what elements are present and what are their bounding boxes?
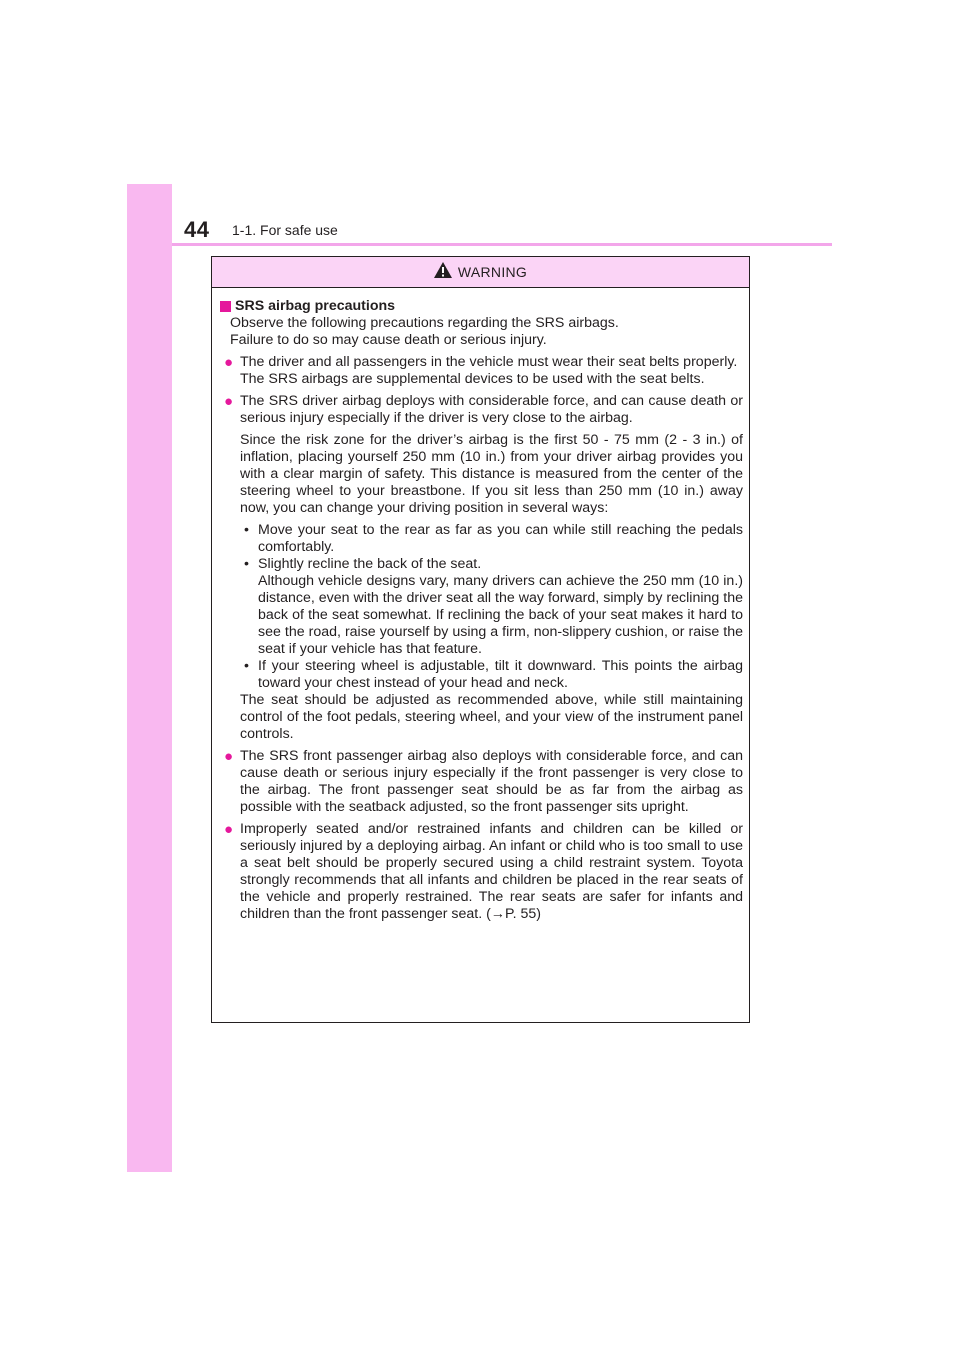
warning-title: WARNING <box>457 264 528 280</box>
chapter-side-tab <box>127 184 172 1172</box>
square-bullet-icon <box>220 301 231 312</box>
circle-bullet-icon: ● <box>224 393 234 410</box>
sub-bullet: • Slightly recline the back of the seat. Although vehicle designs vary, many drivers can achieve the 250 mm (10 in.) distance, even with the driver seat all the way forward, simply by reclining the back of the seat somewhat. If reclining the back of your seat makes it hard to see the road, raise yourself by using a firm, non-slippery cushion, or raise the seat if your vehicle has that feature. <box>244 556 743 657</box>
warning-intro: Observe the following precautions regarding the SRS airbags. Failure to do so may cause death or serious injury. <box>230 315 619 348</box>
warning-box <box>211 256 750 1023</box>
sub-bullet: • If your steering wheel is adjustable, tilt it downward. This points the airbag toward your chest instead of your head and neck. <box>244 658 743 691</box>
sub-bullet: • Move your seat to the rear as far as you can while still reaching the pedals comfortably. <box>244 522 743 555</box>
header-rule <box>172 243 832 246</box>
section-title: 1-1. For safe use <box>232 222 338 238</box>
warning-body <box>212 288 749 923</box>
list-item: ● Improperly seated and/or restrained infants and children can be killed or seriously injured by a deploying airbag. An infant or child who is too small to use a seat belt should be properly secured using a child restraint system. Toyota strongly recommends that all infants and children be placed in the rear seats of the vehicle and properly restrained. The rear seats are safer for infants and children than the front passenger seat. (→P. 55) <box>224 821 743 922</box>
warning-triangle-icon <box>434 262 452 283</box>
list-item: ● The SRS driver airbag deploys with considerable force, and can cause death or serious injury especially if the driver is very close to the airbag. Since the risk zone for the driver’s airbag is the first 50 - 75 mm (2 - 3 in.) of inflation, placing yourself 250 mm (10 in.) from your driver airbag provides you with a clear margin of safety. This distance is measured from the center of the steering wheel to your breastbone. If you sit less than 250 mm (10 in.) away now, you can change your driving position in several ways: • Move your seat to the rear as far as you can while still reaching the pedals comfortably. • Slightly recline the back of the seat. Although vehicle designs vary, many drivers can achieve the 250 mm (10 in.) distance, even with the driver seat all the way forward, simply by reclining the back of the seat somewhat. If reclining the back of your seat makes it hard to see the road, raise yourself by using a firm, non-slippery cushion, or raise the seat if your vehicle has that feature. • If your steering wheel is adjustable, tilt it downward. This points the airbag toward your chest instead of your head and neck. The seat should be adjusted as recommended above, while still maintaining control of the foot pedals, steering wheel, and your view of the instrument panel controls. <box>224 393 743 742</box>
circle-bullet-icon: ● <box>224 748 234 765</box>
list-item: ● The SRS front passenger airbag also deploys with considerable force, and can cause death or serious injury especially if the front passenger is very close to the airbag. The front passenger seat should be as far from the airbag as possible with the seatback adjusted, so the front passenger sits upright. <box>224 748 743 815</box>
list-item: ● The driver and all passengers in the vehicle must wear their seat belts properly. The SRS airbags are supplemental devices to be used with the seat belts. <box>224 354 738 387</box>
arrow-right-icon: → <box>490 906 505 922</box>
circle-bullet-icon: ● <box>224 821 234 838</box>
page-number: 44 <box>184 217 210 242</box>
circle-bullet-icon: ● <box>224 354 234 371</box>
warning-heading: SRS airbag precautions <box>218 298 743 315</box>
warning-header <box>212 257 749 288</box>
page-reference[interactable]: P. 55) <box>504 906 542 922</box>
